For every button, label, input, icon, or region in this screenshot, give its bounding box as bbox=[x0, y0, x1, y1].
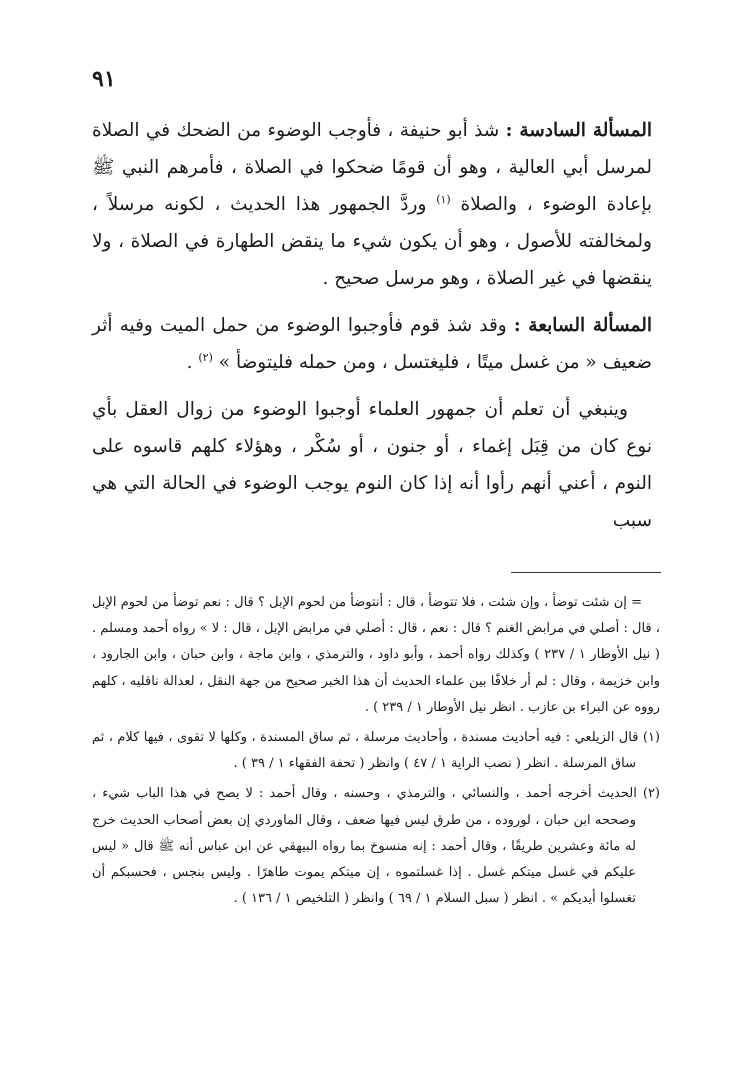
paragraph-end-mark: . bbox=[186, 352, 193, 373]
main-text bbox=[92, 112, 652, 549]
paragraph-text: شذ أبو حنيفة ، فأوجب الوضوء من الضحك في الصلاة لمرسل أبي العالية ، وهو أن قومًا ضحكوا في الصلاة ، فأمرهم النبي ﷺ بإعادة الوضوء ، والصلاة bbox=[92, 120, 652, 215]
paragraph-loss-of-mind bbox=[92, 391, 652, 539]
issue-heading-seventh: المسألة السابعة : bbox=[513, 315, 652, 336]
footnote-continuation: = إن شئت توضأ ، وإن شئت ، فلا تتوضأ ، قال : أنتوضأ من لحوم الإبل ؟ قال : نعم توضأ من لحوم الإبل ، قال : أصلي في مرابض الغنم ؟ قال : نعم ، قال : أصلي في مرابض الإبل ، قال : لا » رواه أحمد ومسلم . ( نيل الأوطار ١ / ٢٣٧ ) وكذلك رواه أحمد ، وأبو داود ، والترمذي ، وابن ماجة ، وابن حبان ، وابن الجارود ، وابن خزيمة ، وقال : لم أر خلافًا بين علماء الحديث أن هذا الخبر صحيح من جهة النقل ، لعدالة ناقليه ، كلهم رووه عن البراء بن عازب . انظر نيل الأوطار ١ / ٢٣٩ ) . bbox=[92, 595, 660, 715]
footnote-ref-1[interactable]: (١) bbox=[436, 192, 451, 206]
footnote-separator bbox=[511, 572, 661, 573]
issue-heading-sixth: المسألة السادسة : bbox=[505, 120, 652, 141]
footnotes bbox=[92, 590, 660, 916]
paragraph-text: وقد شذ قوم فأوجبوا الوضوء من حمل الميت وفيه أثر ضعيف « من غسل ميتًا ، فليغتسل ، ومن حمله فليتوضأ » bbox=[92, 315, 652, 373]
paragraph-seventh-issue bbox=[92, 307, 652, 381]
footnote-1: (١) قال الزيلعي : فيه أحاديث مسندة ، وأحاديث مرسلة ، ثم ساق المسندة ، وكلها لا تقوى ، فيها كلام ، ثم ساق المرسلة . انظر ( نصب الراية ١ / ٤٧ ) وانظر ( تحفة الفقهاء ١ / ٣٩ ) . bbox=[92, 730, 660, 772]
paragraph-text-continued: وردَّ الجمهور هذا الحديث ، لكونه مرسلاً ، ولمخالفته للأصول ، وهو أن يكون شيء ما ينقض الطهارة في الصلاة ، ولا ينقضها في غير الصلاة ، وهو مرسل صحيح . bbox=[92, 194, 652, 289]
footnote-2: (٢) الحديث أخرجه أحمد ، والنسائي ، والترمذي ، وحسنه ، وقال أحمد : لا يصح في هذا الباب شيء ، وصححه ابن حبان ، لوروده ، من طرق ليس فيها ضعف ، وقال الماوردي إن بعض أصحاب الحديث خرج له مائة وعشرين طريقًا ، وقال أحمد : إنه منسوخ بما رواه البيهقي عن ابن عباس أنه ﷺ قال « ليس عليكم في غسل ميتكم غسل . إذا غسلتموه ، إن ميتكم يموت طاهرًا . وليس بنجس ، فحسبكم أن تغسلوا أيديكم » . انظر ( سبل السلام ١ / ٦٩ ) وانظر ( التلخيص ١ / ١٣٦ ) . bbox=[92, 786, 660, 907]
paragraph-sixth-issue bbox=[92, 112, 652, 297]
footnote-ref-2[interactable]: (٢) bbox=[198, 350, 213, 364]
page-number: ٩١ bbox=[92, 66, 116, 92]
paragraph-text: وينبغي أن تعلم أن جمهور العلماء أوجبوا الوضوء من زوال العقل بأي نوع كان من قِبَل إغماء ، أو جنون ، أو سُكْر ، وهؤلاء كلهم قاسوه على النوم ، أعني أنهم رأوا أنه إذا كان النوم يوجب الوضوء في الحالة التي هي سبب bbox=[92, 399, 652, 531]
